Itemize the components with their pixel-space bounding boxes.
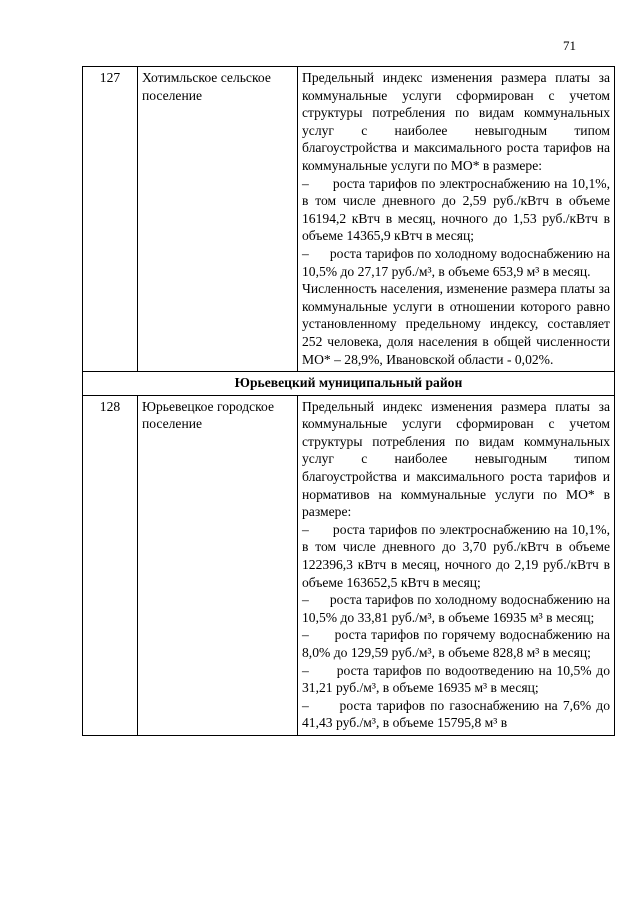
description-intro: Предельный индекс изменения размера платы за коммунальные услуги сформирован с учетом структуры потребления по видам коммунальных услуг с наиболее невыгодным типом благоустройства и максимального роста тарифов и нормативов на коммунальные услуги по МО* в размере: [302,398,610,520]
tariff-item: – роста тарифов по холодному водоснабжению на 10,5% до 27,17 руб./м³, в объеме 653,9 м³ в месяц. [302,245,610,279]
row-description [298,395,615,735]
page-number: 71 [563,38,576,53]
row-number: 128 [83,395,138,735]
row-description [298,67,615,372]
tariff-item: – роста тарифов по горячему водоснабжению на 8,0% до 129,59 руб./м³, в объеме 828,8 м³ в месяц; [302,627,610,660]
description-intro: Предельный индекс изменения размера платы за коммунальные услуги сформирован с учетом структуры потребления по видам коммунальных услуг с наиболее невыгодным типом благоустройства и максимального роста тарифов на коммунальные услуги по МО* в размере: [302,70,610,173]
tariff-table [82,66,615,736]
row-number: 127 [83,67,138,372]
tariff-item: – роста тарифов по электроснабжению на 10,1%, в том числе дневного до 3,70 руб./кВтч в объеме 122396,3 кВтч в месяц, ночного до 2,19 руб./кВтч в объеме 163652,5 кВтч в месяц; [302,521,610,590]
tariff-item: – роста тарифов по водоотведению на 10,5% до 31,21 руб./м³, в объеме 16935 м³ в месяц; [302,662,610,696]
tariff-item: – роста тарифов по электроснабжению на 10,1%, в том числе дневного до 2,59 руб./кВтч в объеме 16194,2 кВтч в месяц, ночного до 1,53 руб./кВтч в объеме 14365,9 кВтч в месяц; [302,175,610,244]
municipality-name: Хотимльское сельское поселение [138,67,298,372]
population-paragraph: Численность населения, изменение размера платы за коммунальные услуги в отношении которого равно установленному предельному индексу, составляет 252 человека, доля населения в общей численности МО* – 28,9%, Ивановской области - 0,02%. [302,281,610,367]
municipality-name: Юрьевецкое городское поселение [138,395,298,735]
table-row [83,395,615,735]
section-header: Юрьевецкий муниципальный район [83,372,615,396]
section-header-row [83,372,615,396]
tariff-item: – роста тарифов по газоснабжению на 7,6% до 41,43 руб./м³, в объеме 15795,8 м³ в [302,697,610,731]
tariff-item: – роста тарифов по холодному водоснабжению на 10,5% до 33,81 руб./м³, в объеме 16935 м³ в месяц; [302,592,610,625]
table-row [83,67,615,372]
